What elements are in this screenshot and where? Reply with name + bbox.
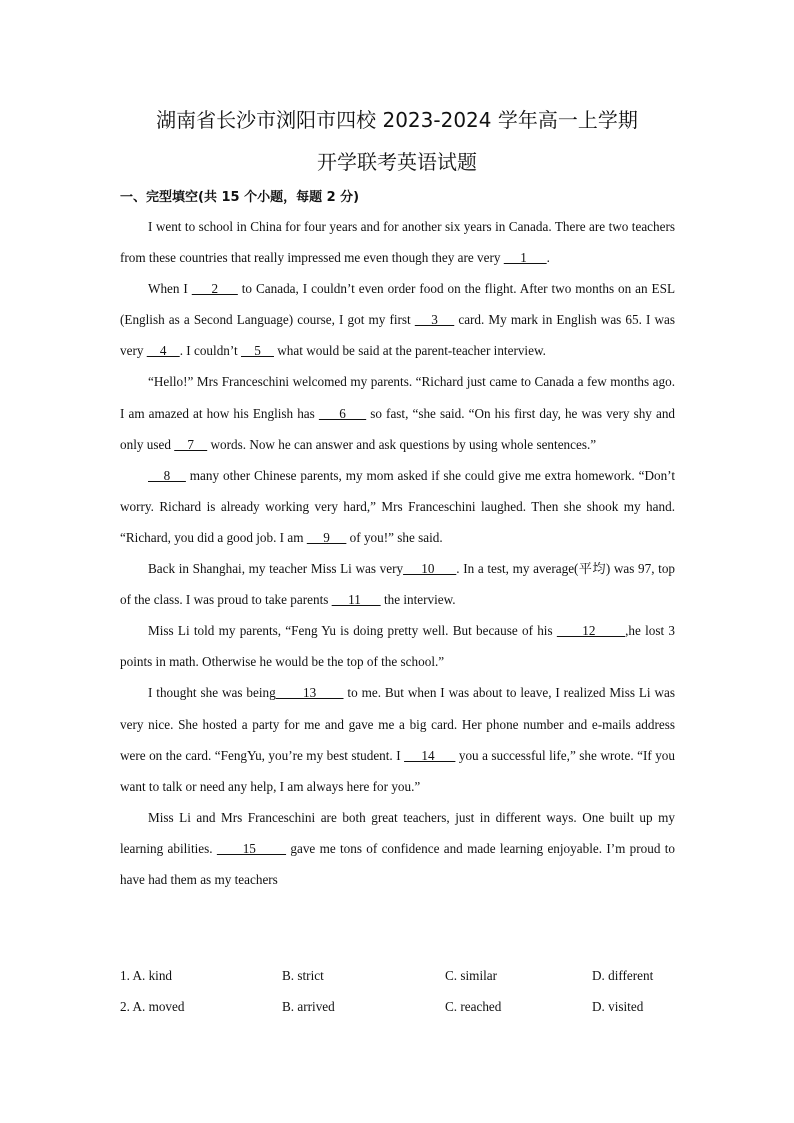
passage-text: you a successful life,” she wrote. “If you want to talk or need any help, I am always here for you.” <box>120 747 675 794</box>
answer-blank: 1 <box>503 250 547 266</box>
passage-text: gave me tons of confidence and made learning enjoyable. I’m proud to have had them as my teachers <box>120 840 675 887</box>
answer-blank: 8 <box>148 467 186 483</box>
cloze-passage <box>120 211 675 895</box>
answer-blank: 5 <box>241 343 274 359</box>
passage-paragraph <box>120 366 675 459</box>
option-row <box>120 991 680 1022</box>
passage-text: the interview. <box>380 592 456 608</box>
passage-paragraph <box>120 802 675 895</box>
passage-text: ,he lost 3 points in math. Otherwise he would be the top of the school.” <box>120 623 675 670</box>
answer-blank: 7 <box>174 436 208 452</box>
answer-blank: 11 <box>331 592 381 608</box>
passage-text: many other Chinese parents, my mom asked if she could give me extra homework. “Don’t worry. Richard is already working very hard,” Mrs Franceschini laughed. Then she shook my hand. “Richard, you did a good job. I am <box>120 467 675 545</box>
passage-paragraph <box>120 211 675 273</box>
option-choice: C. reached <box>445 999 502 1014</box>
passage-paragraph <box>120 460 675 553</box>
passage-text: Miss Li and Mrs Franceschini are both great teachers, just in different ways. One built up my learning abilities. <box>120 809 675 856</box>
passage-text: Miss Li told my parents, “Feng Yu is doing pretty well. But because of his <box>148 623 557 639</box>
section-heading: 一、完型填空(共 15 个小题，每题 2 分) <box>120 190 360 205</box>
passage-paragraph <box>120 273 675 366</box>
answer-options <box>120 960 680 1022</box>
passage-text: to Canada, I couldn’t even order food on the flight. After two months on an ESL (English as a Second Language) course, I got my first <box>120 281 675 328</box>
passage-text: When I <box>148 281 192 297</box>
passage-text: of you!” she said. <box>346 529 443 545</box>
answer-blank: 3 <box>414 312 455 328</box>
passage-text: . I couldn’t <box>179 343 241 359</box>
passage-text: what would be said at the parent-teacher interview. <box>273 343 546 359</box>
option-choice: 2. A. moved <box>120 999 185 1014</box>
answer-blank: 12 <box>556 623 626 639</box>
answer-blank: 14 <box>404 747 456 763</box>
title-line-1: 湖南省长沙市浏阳市四校 2023-2024 学年高一上学期 <box>156 108 638 132</box>
passage-text: . <box>546 250 550 266</box>
passage-text: card. My mark in English was 65. I was very <box>120 312 676 359</box>
passage-text: Back in Shanghai, my teacher Miss Li was very <box>148 561 404 577</box>
passage-text: I thought she was being <box>148 685 276 701</box>
title-line-2: 开学联考英语试题 <box>317 150 477 174</box>
passage-paragraph <box>120 615 675 677</box>
answer-blank: 15 <box>216 840 287 856</box>
option-choice: C. similar <box>445 968 498 983</box>
option-choice: B. strict <box>282 968 324 983</box>
passage-text: words. Now he can answer and ask questions by using whole sentences.” <box>207 436 597 452</box>
answer-blank: 4 <box>146 343 180 359</box>
passage-text: so fast, “she said. “On his first day, he was very shy and only used <box>120 405 676 452</box>
answer-blank: 9 <box>306 529 347 545</box>
passage-text: to me. But when I was about to leave, I realized Miss Li was very nice. She hosted a party for me and gave me a big card. Her phone number and e-mails address were on the card. “FengYu, you’re my best student. I <box>120 685 676 763</box>
passage-paragraph <box>120 677 675 801</box>
answer-blank: 13 <box>275 685 344 701</box>
answer-blank: 2 <box>191 281 238 297</box>
answer-blank: 10 <box>403 561 457 577</box>
passage-paragraph <box>120 553 675 615</box>
option-row <box>120 960 680 991</box>
passage-text: . In a test, my average(平均) was 97, top of the class. I was proud to take parents <box>120 561 676 608</box>
passage-text: I went to school in China for four years and for another six years in Canada. There are two teachers from these countries that really impressed me even though they are very <box>120 219 675 266</box>
answer-blank: 6 <box>318 405 367 421</box>
option-choice: 1. A. kind <box>120 968 173 983</box>
passage-text: “Hello!” Mrs Franceschini welcomed my parents. “Richard just came to Canada a few months ago. I am amazed at how his English has <box>120 374 675 421</box>
option-choice: B. arrived <box>282 999 335 1014</box>
option-choice: D. different <box>592 968 654 983</box>
option-choice: D. visited <box>592 999 644 1014</box>
